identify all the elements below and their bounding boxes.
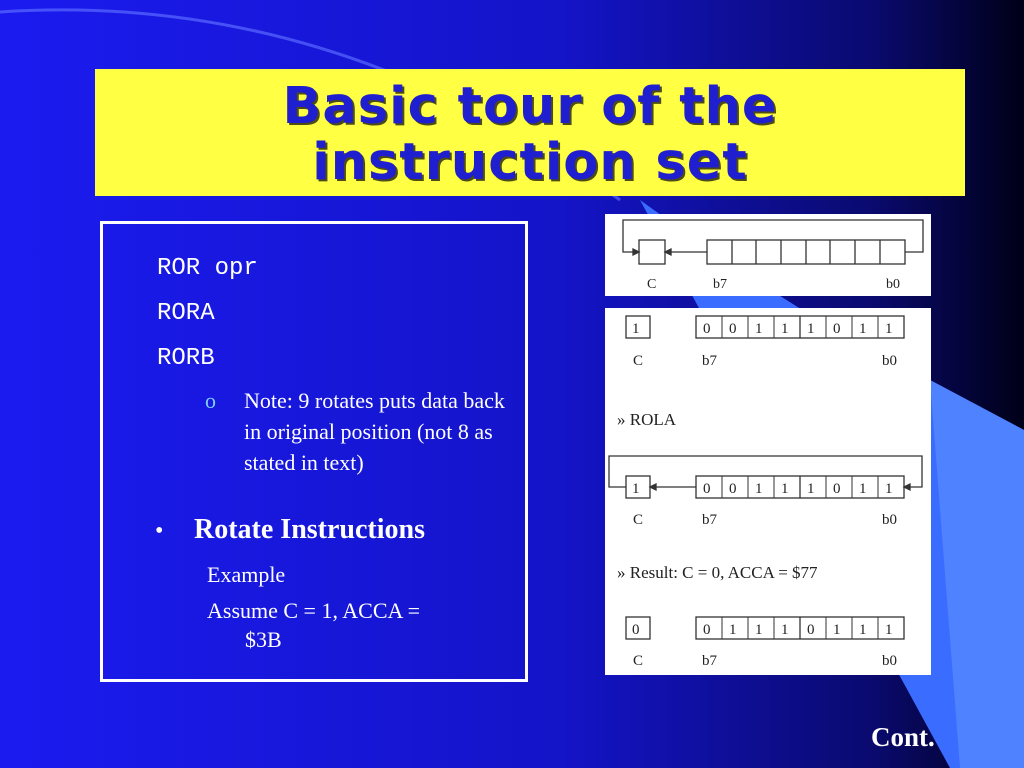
result-label: » Result: C = 0, ACCA = $77 [617, 563, 818, 582]
note-bullet-marker: o [205, 388, 216, 413]
row1-c-label: C [633, 353, 644, 369]
title-line-2: instruction set [312, 133, 748, 192]
row1-bit: 1 [885, 321, 893, 337]
row1-b0-label: b0 [882, 353, 897, 369]
row2-bit: 1 [859, 481, 867, 497]
row1-bit: 0 [729, 321, 737, 337]
b0-label: b0 [886, 277, 900, 292]
row3-bit: 1 [859, 622, 867, 638]
content-panel [100, 221, 528, 682]
example-label: Example [207, 562, 286, 587]
row1-bit: 1 [755, 321, 763, 337]
row2-bit: 0 [729, 481, 737, 497]
row3-carry: 0 [632, 622, 640, 638]
row3-b7-label: b7 [702, 653, 717, 669]
row1-b7-label: b7 [702, 353, 717, 369]
assume-line-2: $3B [245, 627, 282, 652]
rola-example-graphic [605, 308, 931, 675]
row3-bit: 1 [885, 622, 893, 638]
row1-bit: 0 [703, 321, 711, 337]
row3-c-label: C [633, 653, 644, 669]
row3-b0-label: b0 [882, 653, 897, 669]
title-banner [95, 69, 965, 196]
row2-bit: 0 [833, 481, 841, 497]
note-text: Note: 9 rotates puts data back in original position (not 8 as stated in text) [244, 388, 505, 475]
row2-b0-label: b0 [882, 512, 897, 528]
bullet-marker: • [155, 518, 164, 544]
bullet-heading: Rotate Instructions [194, 514, 425, 545]
row2-bit: 1 [807, 481, 815, 497]
row3-bit: 0 [703, 622, 711, 638]
instruction-rorb: RORB [157, 345, 215, 372]
row2-carry: 1 [632, 481, 640, 497]
row2-b7-label: b7 [702, 512, 717, 528]
row3-bit: 0 [807, 622, 815, 638]
row2-c-label: C [633, 512, 644, 528]
row1-bit: 0 [833, 321, 841, 337]
c-label: C [647, 277, 657, 292]
row2-bit: 1 [755, 481, 763, 497]
row1-bit: 1 [859, 321, 867, 337]
title-line-1: Basic tour of the [282, 77, 778, 136]
row3-bit: 1 [833, 622, 841, 638]
row1-bit: 1 [807, 321, 815, 337]
instruction-rora: RORA [157, 300, 215, 327]
row2-bit: 1 [885, 481, 893, 497]
row1-carry: 1 [632, 321, 640, 337]
row3-bit: 1 [755, 622, 763, 638]
ror-diagram-graphic [605, 214, 931, 296]
assume-line-1: Assume C = 1, ACCA = [207, 598, 421, 623]
row1-bit: 1 [781, 321, 789, 337]
step-label: » ROLA [617, 410, 677, 429]
continued-label: Cont. [871, 722, 935, 752]
ror-diagram [605, 214, 931, 296]
rola-example-diagram [605, 308, 931, 675]
instruction-ror-opr: ROR opr [157, 255, 258, 282]
row2-bit: 0 [703, 481, 711, 497]
row3-bit: 1 [729, 622, 737, 638]
b7-label: b7 [713, 277, 727, 292]
row2-bit: 1 [781, 481, 789, 497]
slide-title [95, 69, 965, 191]
row3-bit: 1 [781, 622, 789, 638]
